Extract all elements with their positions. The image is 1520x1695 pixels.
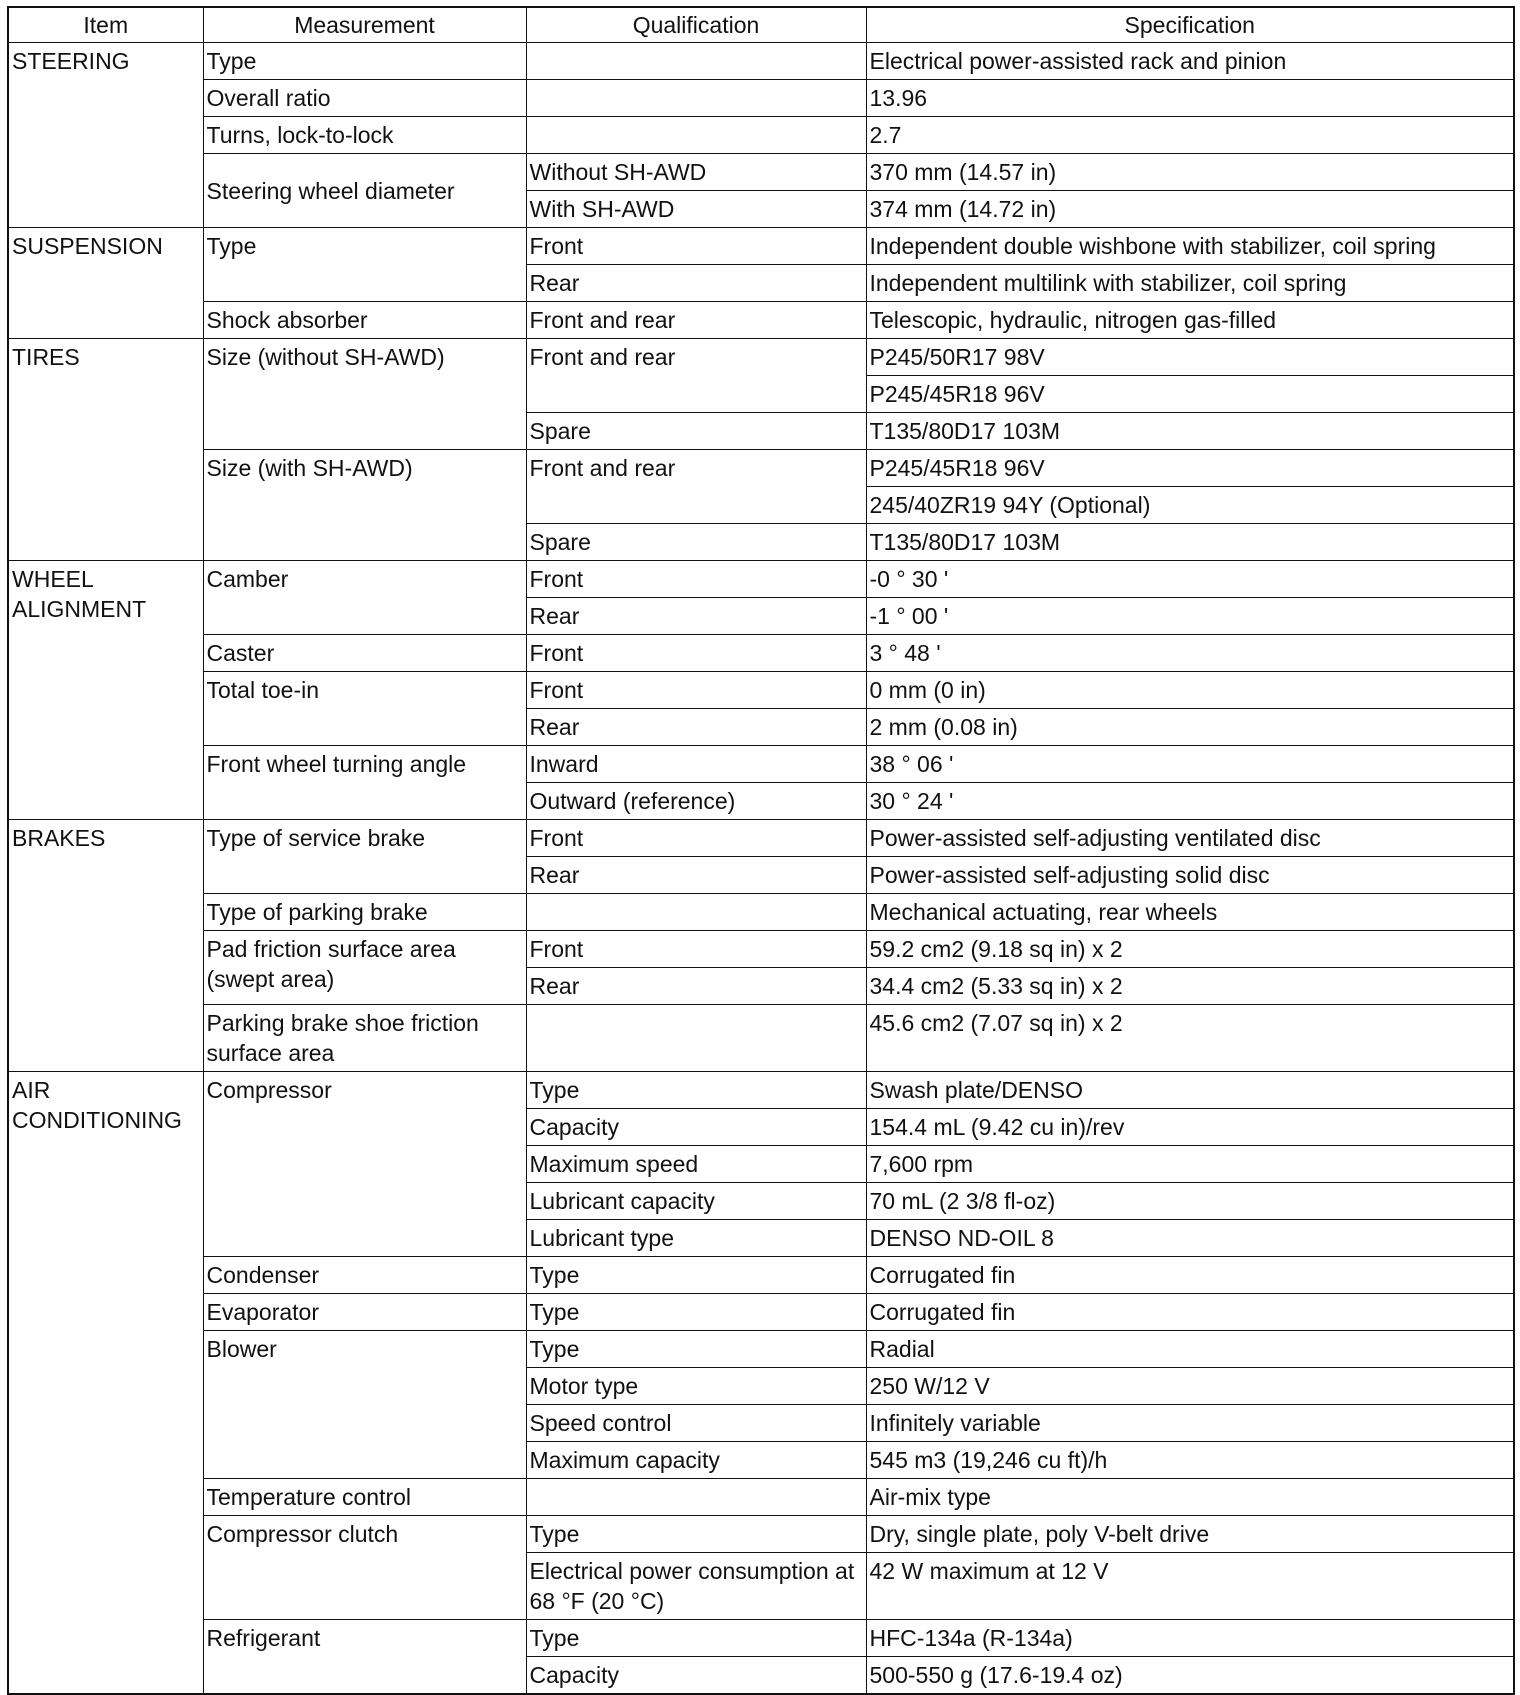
specification-cell: P245/45R18 96V (866, 376, 1514, 413)
table-row (8, 228, 1514, 265)
qualification-cell: Front and rear (526, 339, 866, 413)
table-row (8, 43, 1514, 80)
measurement-cell: Front wheel turning angle (203, 746, 526, 820)
table-header (8, 7, 1514, 43)
qualification-cell: Lubricant capacity (526, 1183, 866, 1220)
qualification-cell: Spare (526, 413, 866, 450)
specification-cell: 374 mm (14.72 in) (866, 191, 1514, 228)
specification-cell: Independent double wishbone with stabilizer, coil spring (866, 228, 1514, 265)
specification-cell: 2 mm (0.08 in) (866, 709, 1514, 746)
measurement-cell: Shock absorber (203, 302, 526, 339)
specification-cell: Telescopic, hydraulic, nitrogen gas-filled (866, 302, 1514, 339)
item-cell: TIRES (8, 339, 203, 561)
header-row (8, 7, 1514, 43)
measurement-cell: Compressor (203, 1072, 526, 1257)
qualification-cell (526, 894, 866, 931)
measurement-cell: Camber (203, 561, 526, 635)
specification-cell: P245/50R17 98V (866, 339, 1514, 376)
table-row (8, 1620, 1514, 1657)
table-row (8, 894, 1514, 931)
qualification-cell: Front (526, 635, 866, 672)
qualification-cell (526, 117, 866, 154)
qualification-cell: Type (526, 1257, 866, 1294)
specification-cell: Mechanical actuating, rear wheels (866, 894, 1514, 931)
header-specification: Specification (866, 7, 1514, 43)
specification-cell: 2.7 (866, 117, 1514, 154)
qualification-cell: Capacity (526, 1109, 866, 1146)
table-row (8, 1479, 1514, 1516)
table-row (8, 1257, 1514, 1294)
specification-cell: Corrugated fin (866, 1257, 1514, 1294)
specification-cell: T135/80D17 103M (866, 524, 1514, 561)
table-row (8, 931, 1514, 968)
specification-cell: Independent multilink with stabilizer, coil spring (866, 265, 1514, 302)
table-row (8, 672, 1514, 709)
specification-cell: Dry, single plate, poly V-belt drive (866, 1516, 1514, 1553)
specification-cell: DENSO ND-OIL 8 (866, 1220, 1514, 1257)
specification-cell: 70 mL (2 3/8 fl-oz) (866, 1183, 1514, 1220)
measurement-cell: Pad friction surface area (swept area) (203, 931, 526, 1005)
measurement-cell: Type of parking brake (203, 894, 526, 931)
spec-table (7, 6, 1515, 1695)
qualification-cell: Outward (reference) (526, 783, 866, 820)
measurement-cell: Evaporator (203, 1294, 526, 1331)
specification-cell: 30 ° 24 ' (866, 783, 1514, 820)
measurement-cell: Refrigerant (203, 1620, 526, 1695)
qualification-cell: Front (526, 672, 866, 709)
specification-cell: 13.96 (866, 80, 1514, 117)
table-body (8, 43, 1514, 1695)
qualification-cell: Front (526, 228, 866, 265)
qualification-cell: Maximum speed (526, 1146, 866, 1183)
item-cell: SUSPENSION (8, 228, 203, 339)
measurement-cell: Size (with SH-AWD) (203, 450, 526, 561)
qualification-cell: Speed control (526, 1405, 866, 1442)
specification-cell: 34.4 cm2 (5.33 sq in) x 2 (866, 968, 1514, 1005)
measurement-cell: Condenser (203, 1257, 526, 1294)
header-item: Item (8, 7, 203, 43)
specification-cell: 59.2 cm2 (9.18 sq in) x 2 (866, 931, 1514, 968)
qualification-cell: Front and rear (526, 450, 866, 524)
specification-cell: Radial (866, 1331, 1514, 1368)
measurement-cell: Compressor clutch (203, 1516, 526, 1620)
table-row (8, 302, 1514, 339)
table-row (8, 635, 1514, 672)
specification-cell: -1 ° 00 ' (866, 598, 1514, 635)
header-measurement: Measurement (203, 7, 526, 43)
qualification-cell: With SH-AWD (526, 191, 866, 228)
specification-cell: Electrical power-assisted rack and pinion (866, 43, 1514, 80)
qualification-cell: Type (526, 1331, 866, 1368)
table-row (8, 1331, 1514, 1368)
qualification-cell: Capacity (526, 1657, 866, 1695)
qualification-cell: Front (526, 561, 866, 598)
specification-cell: Power-assisted self-adjusting ventilated disc (866, 820, 1514, 857)
qualification-cell: Lubricant type (526, 1220, 866, 1257)
specification-cell: P245/45R18 96V (866, 450, 1514, 487)
qualification-cell: Rear (526, 265, 866, 302)
table-row (8, 1516, 1514, 1553)
table-row (8, 1072, 1514, 1109)
measurement-cell: Type of service brake (203, 820, 526, 894)
qualification-cell: Type (526, 1294, 866, 1331)
qualification-cell: Type (526, 1516, 866, 1553)
specification-cell: 500-550 g (17.6-19.4 oz) (866, 1657, 1514, 1695)
measurement-cell: Temperature control (203, 1479, 526, 1516)
table-row (8, 1294, 1514, 1331)
qualification-cell (526, 1479, 866, 1516)
specification-cell: HFC-134a (R-134a) (866, 1620, 1514, 1657)
qualification-cell: Maximum capacity (526, 1442, 866, 1479)
measurement-cell: Size (without SH-AWD) (203, 339, 526, 450)
qualification-cell: Rear (526, 968, 866, 1005)
specification-cell: 154.4 mL (9.42 cu in)/rev (866, 1109, 1514, 1146)
table-row (8, 746, 1514, 783)
table-row (8, 1005, 1514, 1072)
specification-cell: Corrugated fin (866, 1294, 1514, 1331)
measurement-cell: Type (203, 43, 526, 80)
qualification-cell: Type (526, 1072, 866, 1109)
specification-cell: 545 m3 (19,246 cu ft)/h (866, 1442, 1514, 1479)
measurement-cell: Turns, lock-to-lock (203, 117, 526, 154)
specification-cell: 3 ° 48 ' (866, 635, 1514, 672)
table-row (8, 820, 1514, 857)
table-row (8, 561, 1514, 598)
qualification-cell: Motor type (526, 1368, 866, 1405)
item-cell: BRAKES (8, 820, 203, 1072)
qualification-cell: Inward (526, 746, 866, 783)
item-cell: STEERING (8, 43, 203, 228)
qualification-cell: Rear (526, 598, 866, 635)
table-row (8, 339, 1514, 376)
qualification-cell: Rear (526, 709, 866, 746)
measurement-cell: Blower (203, 1331, 526, 1479)
specification-cell: T135/80D17 103M (866, 413, 1514, 450)
qualification-cell (526, 80, 866, 117)
specification-cell: Power-assisted self-adjusting solid disc (866, 857, 1514, 894)
qualification-cell: Front (526, 820, 866, 857)
specification-cell: Infinitely variable (866, 1405, 1514, 1442)
measurement-cell: Total toe-in (203, 672, 526, 746)
qualification-cell (526, 43, 866, 80)
measurement-cell: Type (203, 228, 526, 302)
specification-cell: Swash plate/DENSO (866, 1072, 1514, 1109)
table-row (8, 154, 1514, 191)
specification-cell: 245/40ZR19 94Y (Optional) (866, 487, 1514, 524)
measurement-cell: Caster (203, 635, 526, 672)
specification-cell: 250 W/12 V (866, 1368, 1514, 1405)
qualification-cell: Rear (526, 857, 866, 894)
item-cell: WHEEL ALIGNMENT (8, 561, 203, 820)
qualification-cell: Type (526, 1620, 866, 1657)
qualification-cell: Electrical power consumption at 68 °F (20 °C) (526, 1553, 866, 1620)
qualification-cell: Front and rear (526, 302, 866, 339)
item-cell: AIR CONDITIONING (8, 1072, 203, 1695)
qualification-cell: Front (526, 931, 866, 968)
specification-cell: 0 mm (0 in) (866, 672, 1514, 709)
qualification-cell: Spare (526, 524, 866, 561)
specification-cell: 7,600 rpm (866, 1146, 1514, 1183)
measurement-cell: Overall ratio (203, 80, 526, 117)
specification-cell: -0 ° 30 ' (866, 561, 1514, 598)
table-row (8, 450, 1514, 487)
table-row (8, 117, 1514, 154)
header-qualification: Qualification (526, 7, 866, 43)
qualification-cell (526, 1005, 866, 1072)
specification-cell: 370 mm (14.57 in) (866, 154, 1514, 191)
specification-cell: 42 W maximum at 12 V (866, 1553, 1514, 1620)
table-row (8, 80, 1514, 117)
specification-cell: Air-mix type (866, 1479, 1514, 1516)
specification-cell: 38 ° 06 ' (866, 746, 1514, 783)
qualification-cell: Without SH-AWD (526, 154, 866, 191)
measurement-cell: Parking brake shoe friction surface area (203, 1005, 526, 1072)
specification-cell: 45.6 cm2 (7.07 sq in) x 2 (866, 1005, 1514, 1072)
measurement-cell: Steering wheel diameter (203, 154, 526, 228)
